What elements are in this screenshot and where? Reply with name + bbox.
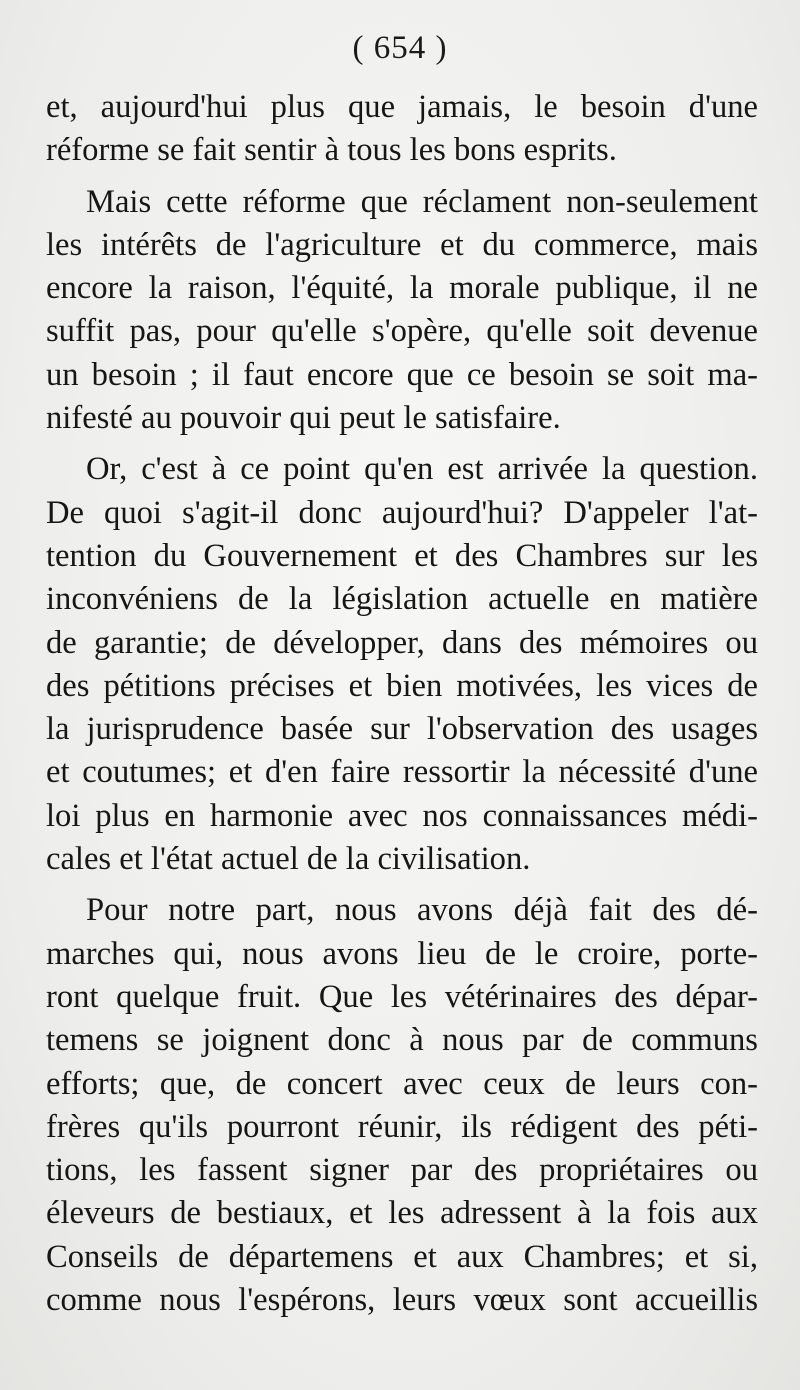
text-line: tention du Gouvernement et des Chambres sur les <box>46 537 758 574</box>
text-line: nifesté au pouvoir qui peut le satisfaire. <box>46 400 561 437</box>
text-line: de garantie; de développer, dans des mémoires ou <box>46 624 758 661</box>
text-line: et coutumes; et d'en faire ressortir la nécessité d'une <box>46 754 758 791</box>
text-line: marches qui, nous avons lieu de le croire, porte- <box>46 935 758 972</box>
text-line: temens se joignent donc à nous par de communs <box>46 1022 758 1059</box>
paragraph <box>46 448 758 881</box>
text-line: frères qu'ils pourront réunir, ils rédigent des péti- <box>46 1108 758 1145</box>
page-number: ( 654 ) <box>352 30 448 66</box>
paragraph <box>46 86 758 173</box>
text-line: réforme se fait sentir à tous les bons esprits. <box>46 132 617 169</box>
text-line: loi plus en harmonie avec nos connaissances médi- <box>46 797 758 834</box>
text-line: et, aujourd'hui plus que jamais, le besoin d'une <box>46 89 758 125</box>
text-line: ront quelque fruit. Que les vétérinaires des dépar- <box>46 978 758 1015</box>
text-line: éleveurs de bestiaux, et les adressent à la fois aux <box>46 1195 758 1232</box>
text-line: De quoi s'agit-il donc aujourd'hui? D'appeler l'at- <box>46 494 758 531</box>
paragraph <box>46 889 758 1322</box>
text-line: Mais cette réforme que réclament non-seulement <box>86 183 758 220</box>
text-line: des pétitions précises et bien motivées, les vices de <box>46 667 758 704</box>
text-line: les intérêts de l'agriculture et du commerce, mais <box>46 226 758 263</box>
text-line: Conseils de départemens et aux Chambres; et si, <box>46 1238 758 1275</box>
paragraph <box>46 181 758 441</box>
text-line: Or, c'est à ce point qu'en est arrivée la question. <box>86 451 758 488</box>
body-text <box>46 86 758 1322</box>
text-line: tions, les fassent signer par des propriétaires ou <box>46 1152 758 1189</box>
text-line: Pour notre part, nous avons déjà fait des dé- <box>86 892 758 929</box>
text-line: encore la raison, l'équité, la morale publique, il ne <box>46 270 758 307</box>
text-line: comme nous l'espérons, leurs vœux sont accueillis <box>46 1282 758 1319</box>
text-line: un besoin ; il faut encore que ce besoin se soit ma- <box>46 356 758 393</box>
text-line: cales et l'état actuel de la civilisation. <box>46 841 531 878</box>
text-line: efforts; que, de concert avec ceux de leurs con- <box>46 1065 758 1102</box>
text-line: la jurisprudence basée sur l'observation des usages <box>46 711 758 748</box>
text-line: inconvéniens de la législation actuelle en matière <box>46 581 758 618</box>
text-line: suffit pas, pour qu'elle s'opère, qu'elle soit devenue <box>46 313 758 350</box>
